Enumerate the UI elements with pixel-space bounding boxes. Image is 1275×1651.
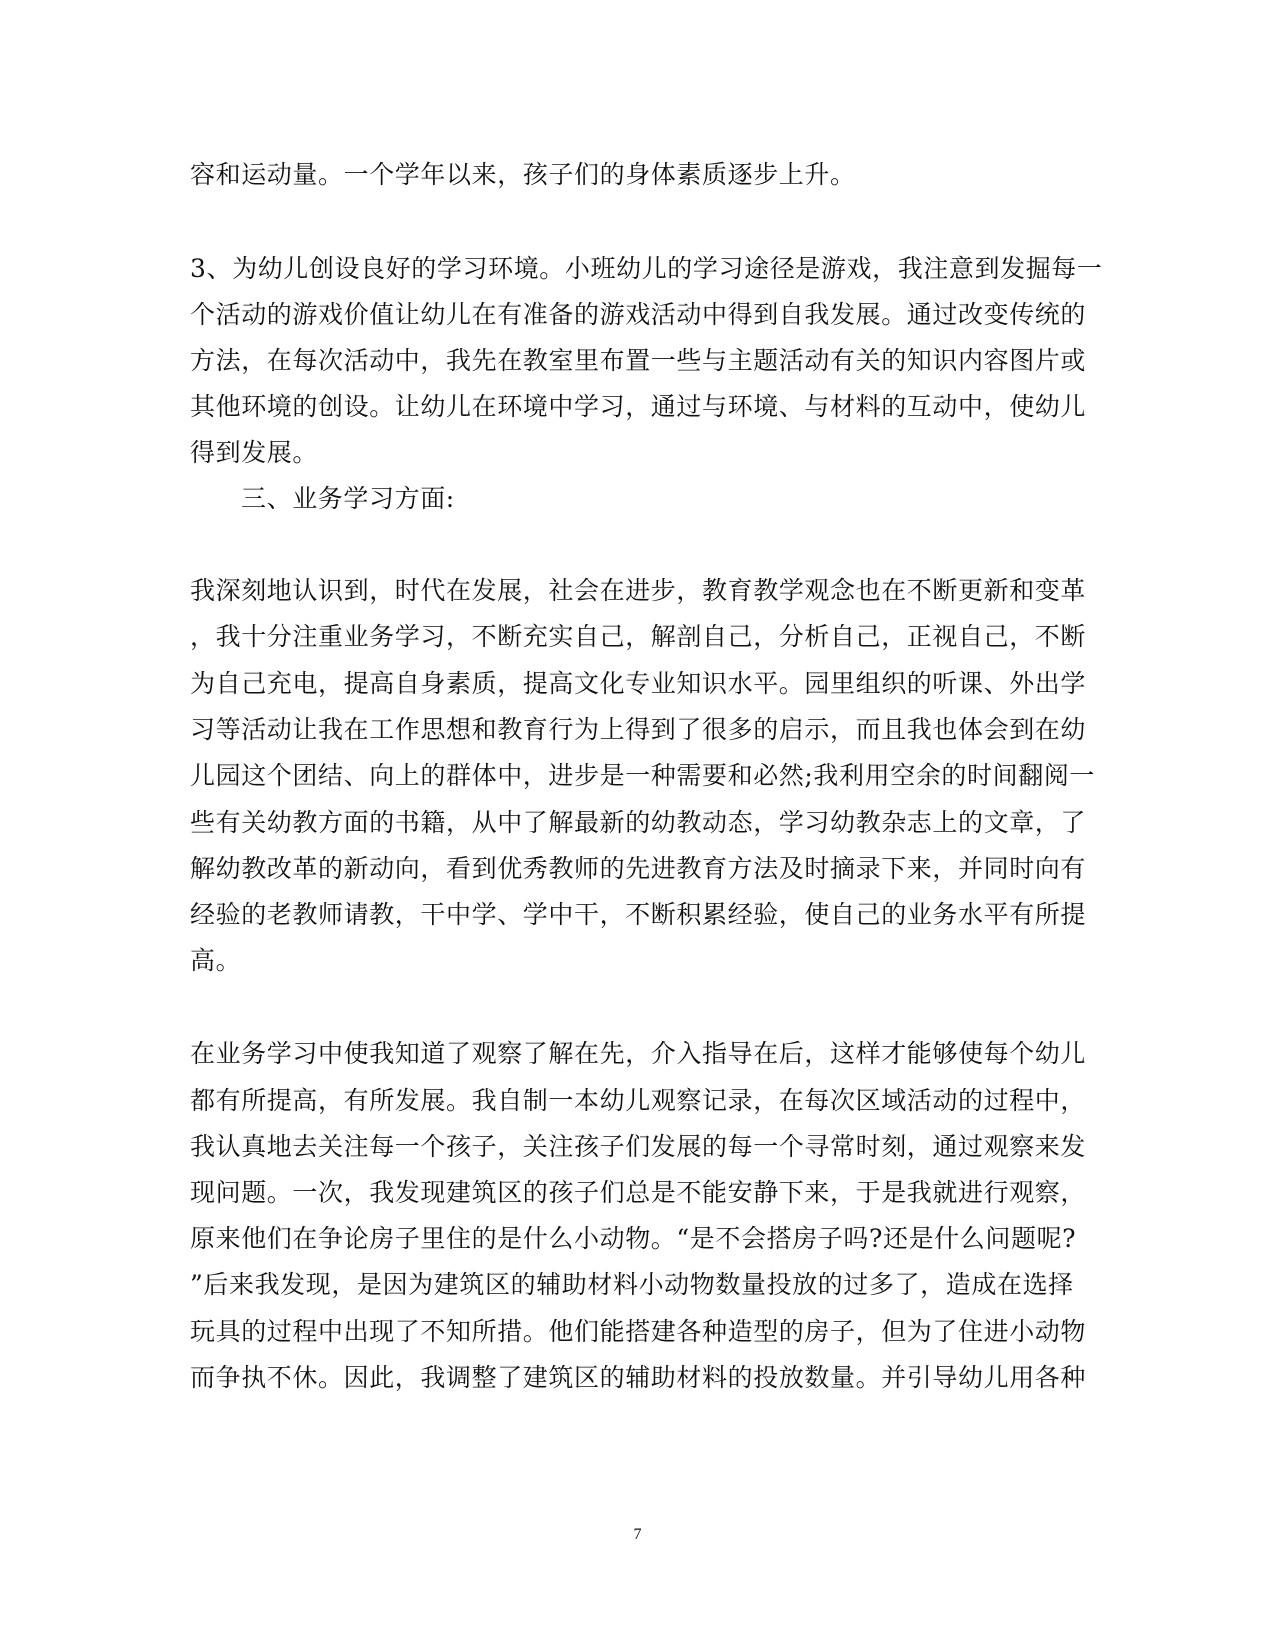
text-line: 我深刻地认识到，时代在发展，社会在进步，教育教学观念也在不断更新和变革 — [190, 576, 1087, 605]
text-line: 经验的老教师请教，干中学、学中干，不断积累经验，使自己的业务水平有所提 — [190, 900, 1087, 929]
text-line: 3、为幼儿创设良好的学习环境。小班幼儿的学习途径是游戏，我注意到发掘每一 — [190, 254, 1103, 283]
text-line: 解幼教改革的新动向，看到优秀教师的先进教育方法及时摘录下来，并同时向有 — [190, 854, 1087, 883]
text-line: 都有所提高，有所发展。我自制一本幼儿观察记录，在每次区域活动的过程中， — [190, 1086, 1087, 1115]
text-line: 些有关幼教方面的书籍，从中了解最新的幼教动态，学习幼教杂志上的文章，了 — [190, 808, 1087, 837]
text-line: 玩具的过程中出现了不知所措。他们能搭建各种造型的房子，但为了住进小动物 — [190, 1317, 1087, 1346]
text-line: 为自己充电，提高自身素质，提高文化专业知识水平。园里组织的听课、外出学 — [190, 669, 1087, 698]
text-line: 习等活动让我在工作思想和教育行为上得到了很多的启示，而且我也体会到在幼 — [190, 715, 1087, 744]
text-line: 我认真地去关注每一个孩子，关注孩子们发展的每一个寻常时刻，通过观察来发 — [190, 1132, 1087, 1161]
text-line: ”后来我发现，是因为建筑区的辅助材料小动物数量投放的过多了，造成在选择 — [190, 1270, 1074, 1299]
text-line: 个活动的游戏价值让幼儿在有准备的游戏活动中得到自我发展。通过改变传统的 — [190, 300, 1087, 329]
text-line: ，我十分注重业务学习，不断充实自己，解剖自己，分析自己，正视自己，不断 — [190, 622, 1087, 651]
text-line: 其他环境的创设。让幼儿在环境中学习，通过与环境、与材料的互动中，使幼儿 — [190, 392, 1087, 421]
text-line: 而争执不休。因此，我调整了建筑区的辅助材料的投放数量。并引导幼儿用各种 — [190, 1363, 1087, 1392]
page-number: 7 — [633, 1526, 642, 1543]
text-line: 现问题。一次，我发现建筑区的孩子们总是不能安静下来，于是我就进行观察， — [190, 1178, 1087, 1207]
section-heading: 三、业务学习方面: — [241, 484, 455, 513]
text-line: 方法，在每次活动中，我先在教室里布置一些与主题活动有关的知识内容图片或 — [190, 346, 1087, 375]
text-line: 原来他们在争论房子里住的是什么小动物。“是不会搭房子吗?还是什么问题呢? — [190, 1224, 1077, 1253]
text-line: 容和运动量。一个学年以来，孩子们的身体素质逐步上升。 — [190, 160, 856, 189]
text-line: 在业务学习中使我知道了观察了解在先，介入指导在后，这样才能够使每个幼儿 — [190, 1039, 1087, 1068]
text-line: 得到发展。 — [190, 438, 319, 467]
text-line: 高。 — [190, 946, 242, 975]
text-line: 儿园这个团结、向上的群体中，进步是一种需要和必然;我利用空余的时间翻阅一 — [190, 761, 1096, 790]
